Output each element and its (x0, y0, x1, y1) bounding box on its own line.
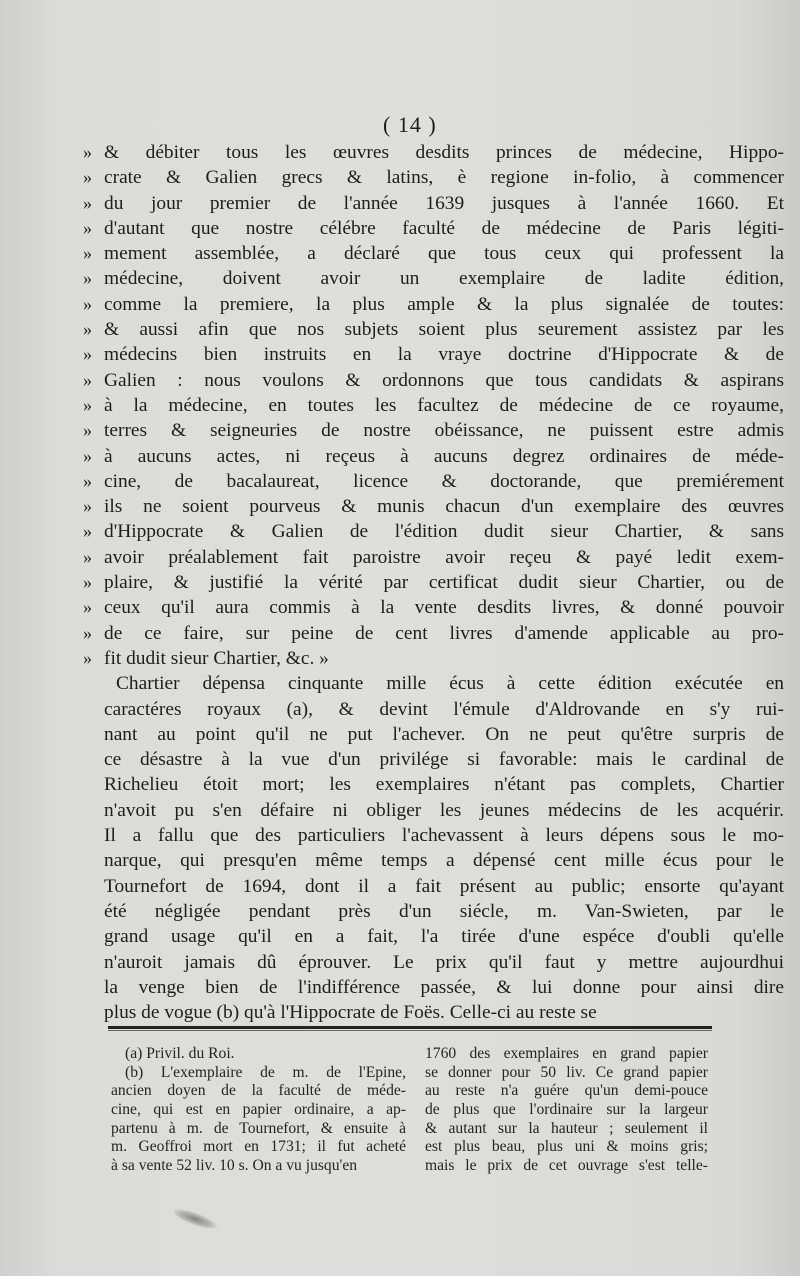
text-line (104, 722, 784, 747)
quote-mark: » (83, 470, 92, 491)
text-line (83, 621, 784, 646)
text-line-content: Tournefort de 1694, dont il a fait présent au public; ensorte qu'ayant (104, 875, 784, 897)
footnote-line: de plus que l'ordinaire sur la largeur (425, 1101, 708, 1119)
text-line (83, 140, 784, 165)
quote-mark: » (83, 369, 92, 390)
quote-mark: » (83, 394, 92, 415)
text-line (104, 1000, 784, 1025)
text-line (104, 950, 784, 975)
text-line-content: plus de vogue (b) qu'à l'Hippocrate de Foës. Celle-ci au reste se (104, 1002, 597, 1024)
main-text (83, 140, 784, 1025)
text-line-content: été négligée pendant près d'un siécle, m. Van-Swieten, par le (104, 900, 784, 922)
text-line-content: & aussi afin que nos subjets soient plus seurement assistez par les (104, 319, 784, 341)
text-line-content: médecins bien instruits en la vraye doctrine d'Hippocrate & de (104, 344, 784, 366)
text-line (104, 848, 784, 873)
footnote-line: m. Geoffroi mort en 1731; il fut acheté (111, 1138, 406, 1156)
text-line-content: plaire, & justifié la vérité par certificat dudit sieur Chartier, ou de (104, 572, 784, 594)
footnote-line: (b) L'exemplaire de m. de l'Epine, (125, 1063, 406, 1081)
footnote-line: se donner pour 50 liv. Ce grand papier (425, 1063, 708, 1081)
text-line-content: Galien : nous voulons & ordonnons que tous candidats & aspirans (104, 369, 784, 391)
quote-mark: » (83, 445, 92, 466)
text-line-content: crate & Galien grecs & latins, è regione in-folio, à commencer (104, 167, 784, 189)
text-line (83, 165, 784, 190)
text-line (104, 924, 784, 949)
text-line-content: mement assemblée, a déclaré que tous ceux qui professent la (104, 243, 784, 265)
text-line (104, 874, 784, 899)
footnote-line: cine, qui est en papier ordinaire, a ap- (111, 1101, 406, 1119)
footnote-line: est plus beau, plus uni & moins gris; (425, 1138, 708, 1156)
text-line-content: ils ne soient pourveus & munis chacun d'un exemplaire des œuvres (104, 496, 784, 518)
text-line-content: n'auroit jamais dû éprouver. Le prix qu'il faut y mettre aujourdhui (104, 951, 784, 973)
quote-mark: » (83, 521, 92, 542)
text-line-content: Chartier dépensa cinquante mille écus à cette édition exécutée en (116, 673, 784, 695)
text-line-content: ceux qu'il aura commis à la vente desdits livres, & donné pouvoir (104, 597, 784, 619)
text-line-content: & débiter tous les œuvres desdits princes de médecine, Hippo- (104, 142, 784, 163)
text-line-content: à la médecine, en toutes les facultez de médecine de ce royaume, (104, 394, 784, 416)
quote-mark: » (83, 319, 92, 340)
text-line (83, 216, 784, 241)
text-line (83, 444, 784, 469)
text-line-content: de ce faire, sur peine de cent livres d'amende applicable au pro- (104, 622, 784, 644)
text-line-content: d'Hippocrate & Galien de l'édition dudit sieur Chartier, & sans (104, 521, 784, 543)
footnote-line: 1760 des exemplaires en grand papier (425, 1045, 708, 1062)
text-line-content: Richelieu étoit mort; les exemplaires n'étant pas complets, Chartier (104, 774, 784, 796)
text-line (83, 393, 784, 418)
text-line (104, 899, 784, 924)
text-line (104, 697, 784, 722)
footnote-line: & autant sur la hauteur ; seulement il (425, 1119, 708, 1137)
text-line (83, 266, 784, 291)
footnote-rule (108, 1026, 712, 1029)
quote-mark: » (83, 268, 92, 289)
text-line (83, 368, 784, 393)
text-line (83, 241, 784, 266)
footnote-line: ancien doyen de la faculté de méde- (111, 1082, 406, 1100)
text-line (104, 747, 784, 772)
quote-mark: » (83, 597, 92, 618)
quote-mark: » (83, 622, 92, 643)
quote-mark: » (83, 293, 92, 314)
text-line (83, 595, 784, 620)
text-line (83, 342, 784, 367)
page-number: ( 14 ) (383, 112, 437, 137)
quote-mark: » (83, 647, 92, 668)
text-line (83, 317, 784, 342)
text-line (83, 646, 784, 671)
text-line-content: narque, qui presqu'en même temps a dépensé cent mille écus pour le (104, 850, 784, 872)
quote-mark: » (83, 243, 92, 264)
text-line-content: cine, de bacalaureat, licence & doctorande, que premiérement (104, 470, 784, 492)
text-line-content: terres & seigneuries de nostre obéissance, ne puissent estre admis (104, 420, 784, 442)
text-line-content: n'avoit pu s'en défaire ni obliger les jeunes médecins de les acquérir. (104, 799, 784, 821)
text-line (104, 798, 784, 823)
footnote-line: (a) Privil. du Roi. (125, 1045, 235, 1062)
text-line-content: fit dudit sieur Chartier, &c. » (104, 647, 329, 669)
text-line-content: ce désastre à la vue d'un privilége si favorable: mais le cardinal de (104, 749, 784, 771)
quote-mark: » (83, 217, 92, 238)
quote-mark: » (83, 420, 92, 441)
text-line (104, 823, 784, 848)
quote-mark: » (83, 496, 92, 517)
text-line (83, 570, 784, 595)
text-line-content: médecine, doivent avoir un exemplaire de ladite édition, (104, 268, 784, 290)
text-line (83, 545, 784, 570)
text-line (83, 191, 784, 216)
text-line-content: la venge bien de l'indifférence passée, & lui donne pour ainsi dire (104, 976, 784, 998)
text-line-content: avoir préalablement fait paroistre avoir reçeu & payé ledit exem- (104, 546, 784, 568)
footnote-line: mais le prix de cet ouvrage s'est telle- (425, 1157, 708, 1175)
footnote-line: partenu à m. de Tournefort, & ensuite à (111, 1119, 406, 1137)
quote-mark: » (83, 546, 92, 567)
text-line (104, 975, 784, 1000)
quote-mark: » (83, 344, 92, 365)
text-line-content: Il a fallu que des particuliers l'achevassent à leurs dépens sous le mo- (104, 825, 784, 847)
text-line (83, 292, 784, 317)
quote-mark: » (83, 192, 92, 213)
ink-smudge (171, 1205, 218, 1232)
text-line-content: nant au point qu'il ne put l'achever. On ne peut qu'être surpris de (104, 723, 784, 745)
text-line (104, 671, 784, 696)
footnote-line: à sa vente 52 liv. 10 s. On a vu jusqu'en (111, 1157, 358, 1175)
footnotes-right-column (425, 1045, 708, 1176)
text-line (83, 418, 784, 443)
quote-mark: » (83, 167, 92, 188)
text-line (83, 519, 784, 544)
footnotes-left-column (111, 1045, 406, 1176)
text-line-content: à aucuns actes, ni reçeus à aucuns degrez ordinaires de méde- (104, 445, 784, 467)
text-line (83, 469, 784, 494)
text-line-content: caractéres royaux (a), & devint l'émule d'Aldrovande en s'y rui- (104, 698, 784, 720)
text-line-content: du jour premier de l'année 1639 jusques à l'année 1660. Et (104, 192, 784, 214)
text-line (83, 494, 784, 519)
text-line-content: d'autant que nostre célébre faculté de médecine de Paris légiti- (104, 217, 784, 239)
text-line (104, 772, 784, 797)
text-line-content: comme la premiere, la plus ample & la plus signalée de toutes: (104, 293, 784, 315)
quote-mark: » (83, 572, 92, 593)
quote-mark: » (83, 142, 92, 162)
text-line-content: grand usage qu'il en a fait, l'a tirée d'une espéce d'oubli qu'elle (104, 926, 784, 948)
footnote-line: au reste n'a guére qu'un demi-pouce (425, 1082, 708, 1100)
